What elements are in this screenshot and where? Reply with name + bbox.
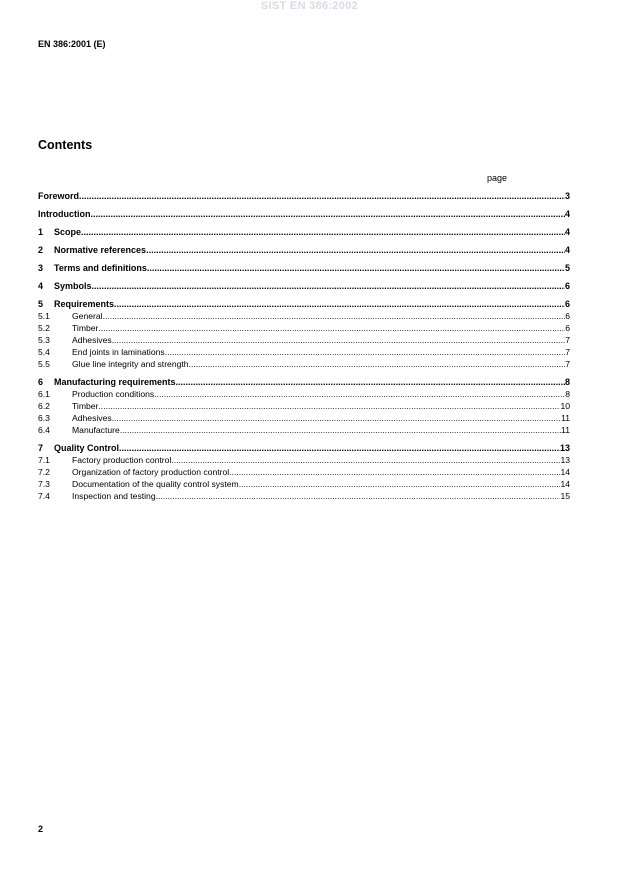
toc-entry-number: 7.1 [38, 455, 50, 465]
toc-leader-dots [112, 334, 566, 346]
toc-entry-page: 4 [564, 209, 570, 219]
toc-entry[interactable] [38, 226, 570, 238]
toc-leader-dots [79, 190, 565, 202]
toc-entry-number: 7.3 [38, 479, 50, 489]
toc-entry-number: 2 [38, 245, 44, 255]
toc-entry-page: 6 [565, 323, 570, 333]
toc-entry-number: 5.3 [38, 335, 50, 345]
toc-leader-dots [165, 346, 566, 358]
document-id: EN 386:2001 (E) [38, 39, 106, 49]
contents-heading: Contents [38, 138, 93, 152]
toc-leader-dots [147, 262, 565, 274]
toc-leader-dots [103, 310, 566, 322]
toc-entry-number: 7 [38, 443, 44, 453]
toc-entry-page: 5 [564, 263, 570, 273]
toc-entry-page: 6 [564, 299, 570, 309]
toc-leader-dots [156, 490, 561, 502]
toc-leader-dots [92, 280, 565, 292]
toc-entry-title: Timber [72, 323, 99, 333]
toc-entry[interactable] [38, 454, 570, 466]
toc-entry[interactable] [38, 442, 570, 454]
toc-entry[interactable] [38, 388, 570, 400]
toc-entry-page: 3 [564, 191, 570, 201]
toc-leader-dots [112, 412, 561, 424]
toc-entry-number: 7.2 [38, 467, 50, 477]
toc-leader-dots [119, 442, 560, 454]
toc-leader-dots [176, 376, 565, 388]
toc-entry-number: 1 [38, 227, 44, 237]
toc-entry-page: 7 [565, 359, 570, 369]
toc-entry[interactable] [38, 322, 570, 334]
toc-entry[interactable] [38, 376, 570, 388]
toc-entry-number: 5.4 [38, 347, 50, 357]
toc-entry-title: Production conditions [72, 389, 155, 399]
toc-entry-page: 7 [565, 347, 570, 357]
toc-entry-title: Quality Control [54, 443, 119, 453]
toc-entry[interactable] [38, 358, 570, 370]
toc-entry-title: Glue line integrity and strength [72, 359, 189, 369]
toc-leader-dots [154, 388, 565, 400]
toc-entry-title: End joints in laminations [72, 347, 165, 357]
toc-entry-page: 8 [565, 389, 570, 399]
toc-entry-title: Factory production control [72, 455, 172, 465]
toc-entry-title: Requirements [54, 299, 115, 309]
toc-entry-page: 11 [561, 425, 570, 435]
toc-leader-dots [189, 358, 566, 370]
toc-entry-number: 6.1 [38, 389, 50, 399]
toc-entry-title: Timber [72, 401, 99, 411]
toc-entry-page: 11 [561, 413, 570, 423]
toc-entry-page: 13 [560, 455, 570, 465]
toc-entry-page: 14 [560, 479, 570, 489]
toc-entry-number: 6.2 [38, 401, 50, 411]
toc-entry-number: 5 [38, 299, 44, 309]
toc-leader-dots [81, 226, 565, 238]
toc-entry-title: Normative references [54, 245, 147, 255]
toc-entry[interactable] [38, 262, 570, 274]
toc-entry-title: Adhesives [72, 335, 112, 345]
toc-entry-number: 6 [38, 377, 44, 387]
toc-entry-number: 5.1 [38, 311, 50, 321]
toc-entry[interactable] [38, 490, 570, 502]
toc-entry-title: Terms and definitions [54, 263, 147, 273]
toc-entry-title: General [72, 311, 103, 321]
toc-entry-page: 4 [564, 227, 570, 237]
toc-entry-number: 6.3 [38, 413, 50, 423]
toc-leader-dots [171, 454, 560, 466]
toc-entry-number: 3 [38, 263, 44, 273]
toc-entry[interactable] [38, 466, 570, 478]
toc-entry[interactable] [38, 244, 570, 256]
toc-entry[interactable] [38, 190, 570, 202]
toc-entry-page: 7 [565, 335, 570, 345]
toc-leader-dots [98, 322, 565, 334]
toc-entry-page: 14 [560, 467, 570, 477]
toc-leader-dots [120, 424, 561, 436]
toc-leader-dots [98, 400, 560, 412]
toc-entry-title: Documentation of the quality control system [72, 479, 239, 489]
toc-entry[interactable] [38, 310, 570, 322]
toc-entry-number: 4 [38, 281, 44, 291]
toc-entry-page: 6 [565, 311, 570, 321]
toc-entry[interactable] [38, 478, 570, 490]
toc-entry-number: 6.4 [38, 425, 50, 435]
toc-entry[interactable] [38, 298, 570, 310]
toc-entry-number: 5.2 [38, 323, 50, 333]
toc-leader-dots [239, 478, 561, 490]
toc-leader-dots [114, 298, 565, 310]
page-number: 2 [38, 824, 44, 834]
toc-entry-title: Introduction [38, 209, 91, 219]
watermark: SIST EN 386:2002 [260, 0, 359, 12]
toc-entry[interactable] [38, 208, 570, 220]
toc-entry-title: Organization of factory production control [72, 467, 230, 477]
toc-entry-page: 4 [564, 245, 570, 255]
toc-entry-page: 13 [559, 443, 570, 453]
toc-entry[interactable] [38, 400, 570, 412]
toc-entry-number: 7.4 [38, 491, 50, 501]
toc-entry-title: Symbols [54, 281, 92, 291]
toc-entry-title: Inspection and testing [72, 491, 156, 501]
toc-leader-dots [146, 244, 565, 256]
toc-entry[interactable] [38, 346, 570, 358]
toc-entry[interactable] [38, 412, 570, 424]
toc-entry[interactable] [38, 424, 570, 436]
page-column-label: page [487, 173, 508, 183]
toc-leader-dots [91, 208, 565, 220]
toc-entry-title: Manufacture [72, 425, 120, 435]
toc-entry-page: 8 [564, 377, 570, 387]
toc-leader-dots [229, 466, 560, 478]
toc-entry-number: 5.5 [38, 359, 50, 369]
toc-entry[interactable] [38, 334, 570, 346]
table-of-contents [38, 190, 570, 502]
toc-entry-title: Adhesives [72, 413, 112, 423]
toc-entry-title: Foreword [38, 191, 80, 201]
toc-entry-page: 10 [560, 401, 570, 411]
toc-entry-page: 15 [560, 491, 570, 501]
toc-entry-title: Manufacturing requirements [54, 377, 176, 387]
toc-entry-page: 6 [564, 281, 570, 291]
toc-entry[interactable] [38, 280, 570, 292]
toc-entry-title: Scope [54, 227, 82, 237]
